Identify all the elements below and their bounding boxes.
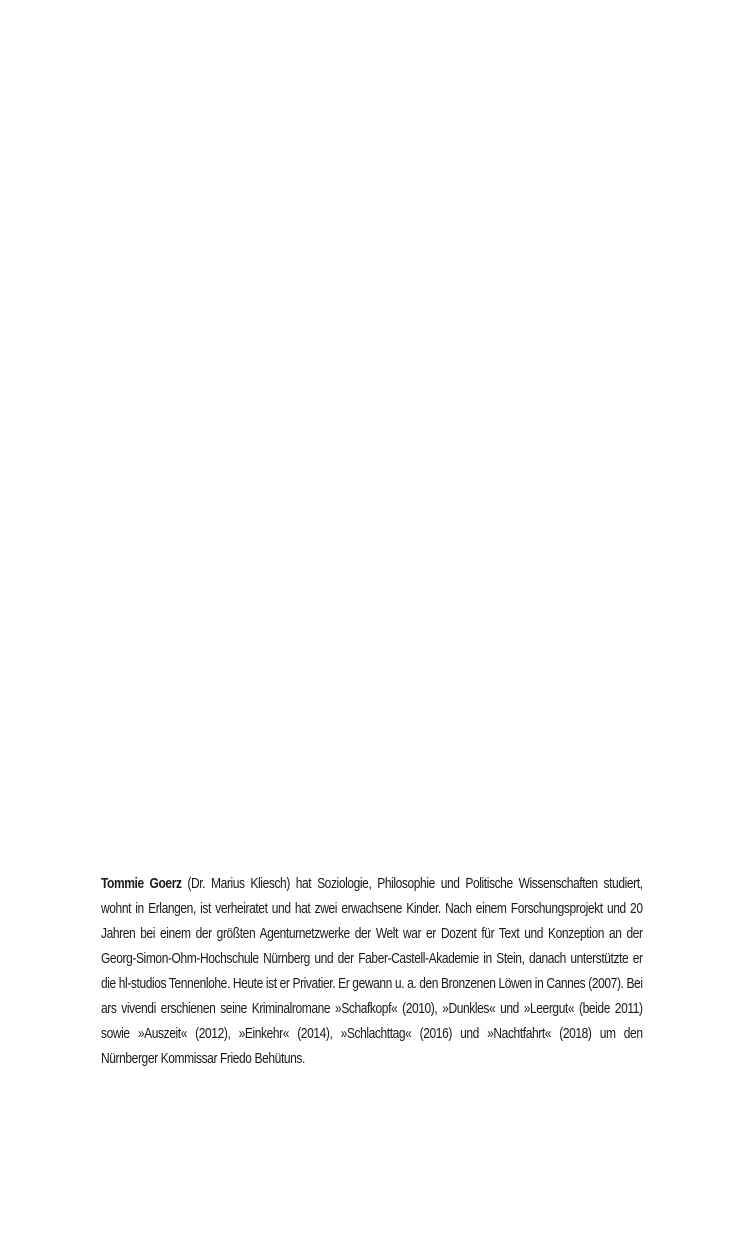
author-name: Tommie Goerz — [101, 875, 182, 892]
biography-text: (Dr. Marius Kliesch) hat Soziologie, Philosophie und Politische Wissenschaften studiert, wohnt in Erlangen, ist verheiratet und hat zwei erwachsene Kinder. Nach einem Forschungsprojekt und 20 Jahren bei einem der größten Agenturnetzwerke der Welt war er Dozent für Text und Konzeption an der Georg-Simon-Ohm-Hochschule Nürnberg und der Faber-Castell-Akademie in Stein, danach unterstützte er die hl-studios Tennenlohe. Heute ist er Privatier. Er gewann u. a. den Bronzenen Löwen in Cannes (2007). Bei ars vivendi erschienen seine Kriminalromane »Schafkopf« (2010), »Dunkles« und »Leergut« (beide 2011) sowie »Auszeit« (2012), »Einkehr« (2014), »Schlachttag« (2016) und »Nachtfahrt« (2018) um den Nürnberger Kommissar Friedo Behütuns. — [101, 875, 643, 1067]
author-biography — [101, 871, 643, 1071]
